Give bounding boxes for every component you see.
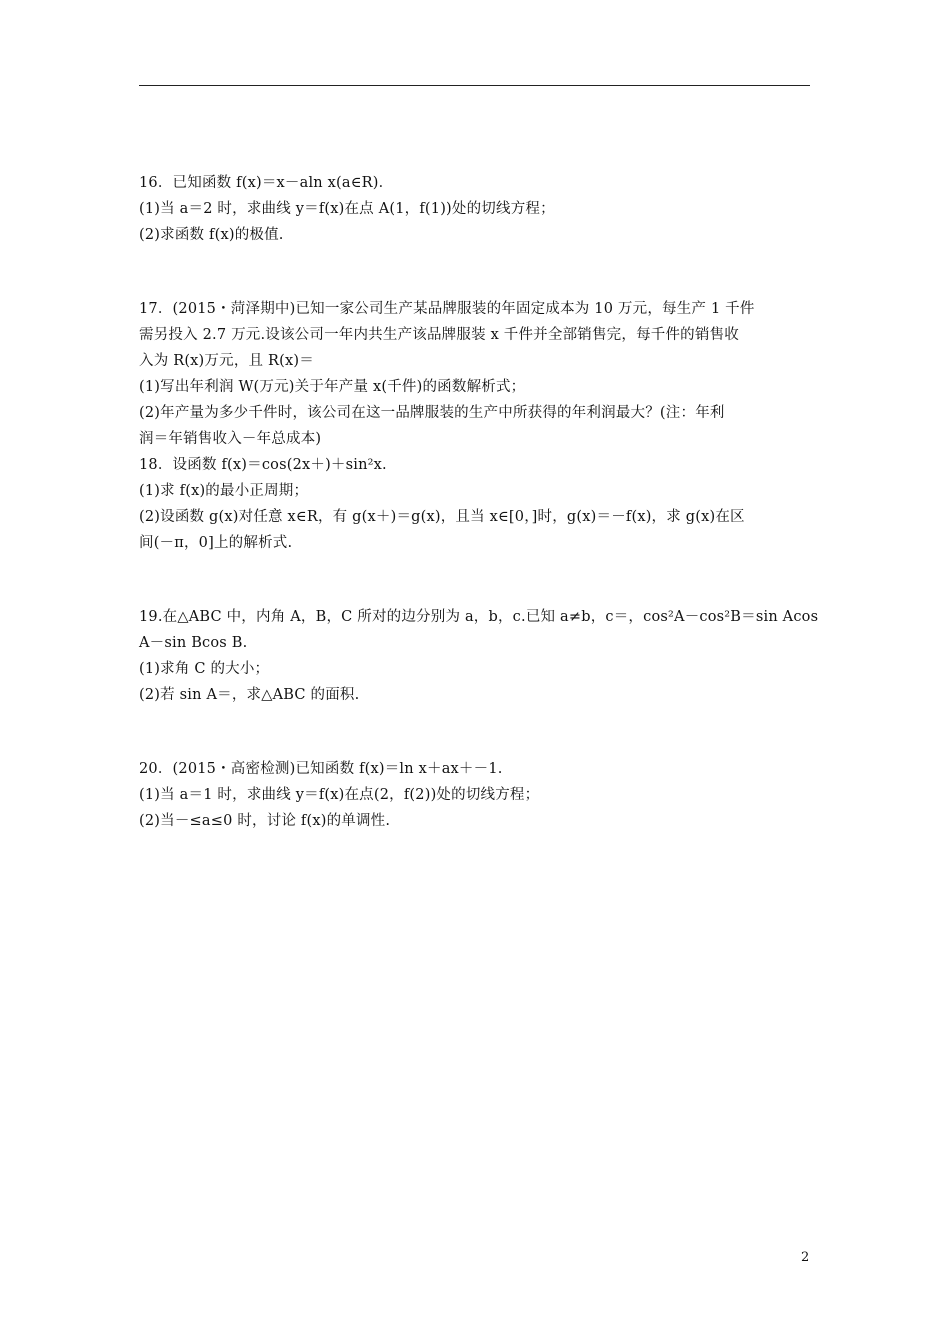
problem-16-part-1: (1)当 a＝2 时，求曲线 y＝f(x)在点 A(1，f(1))处的切线方程； (139, 201, 555, 217)
problem-20-part-1: (1)当 a＝1 时，求曲线 y＝f(x)在点(2，f(2))处的切线方程； (139, 787, 540, 803)
problem-17-part-2-line-2: 润＝年销售收入－年总成本) (139, 431, 322, 447)
problem-18-part-2-line-2: 间(－π，0]上的解析式. (139, 535, 293, 551)
problem-19-part-2: (2)若 sin A＝，求△ABC 的面积. (139, 687, 360, 703)
header-rule (139, 85, 810, 86)
problem-18-part-1: (1)求 f(x)的最小正周期； (139, 483, 309, 499)
problem-17-statement-line-3: 入为 R(x)万元，且 R(x)＝ (139, 353, 314, 369)
problem-18-part-2-line-1: (2)设函数 g(x)对任意 x∈R，有 g(x＋)＝g(x)，且当 x∈[0，]时，g(x)＝－f(x)，求 g(x)在区 (139, 509, 745, 525)
problem-17-statement-line-2: 需另投入 2.7 万元.设该公司一年内共生产该品牌服装 x 千件并全部销售完，每千件的销售收 (139, 327, 739, 343)
page-number: 2 (801, 1250, 810, 1265)
problem-17-statement-line-1: 17．(2015・菏泽期中)已知一家公司生产某品牌服装的年固定成本为 10 万元，每生产 1 千件 (139, 301, 755, 317)
problem-18-statement: 18．设函数 f(x)＝cos(2x＋)＋sin²x. (139, 457, 387, 473)
problem-20-part-2: (2)当－≤a≤0 时，讨论 f(x)的单调性. (139, 813, 391, 829)
problem-19-statement-line-2: A－sin Bcos B. (139, 635, 248, 651)
problem-16-statement: 16．已知函数 f(x)＝x－aln x(a∈R)． (139, 175, 394, 191)
problem-19-part-1: (1)求角 C 的大小； (139, 661, 270, 677)
problem-16-part-2: (2)求函数 f(x)的极值. (139, 227, 284, 243)
problem-17-part-1: (1)写出年利润 W(万元)关于年产量 x(千件)的函数解析式； (139, 379, 526, 395)
problem-19-statement-line-1: 19.在△ABC 中，内角 A，B，C 所对的边分别为 a，b，c.已知 a≠b，c＝，cos²A－cos²B＝sin Acos (139, 609, 819, 625)
problem-20-statement: 20．(2015・高密检测)已知函数 f(x)＝ln x＋ax＋－1. (139, 761, 503, 777)
problem-17-part-2-line-1: (2)年产量为多少千件时，该公司在这一品牌服装的生产中所获得的年利润最大？(注：年利 (139, 405, 725, 421)
